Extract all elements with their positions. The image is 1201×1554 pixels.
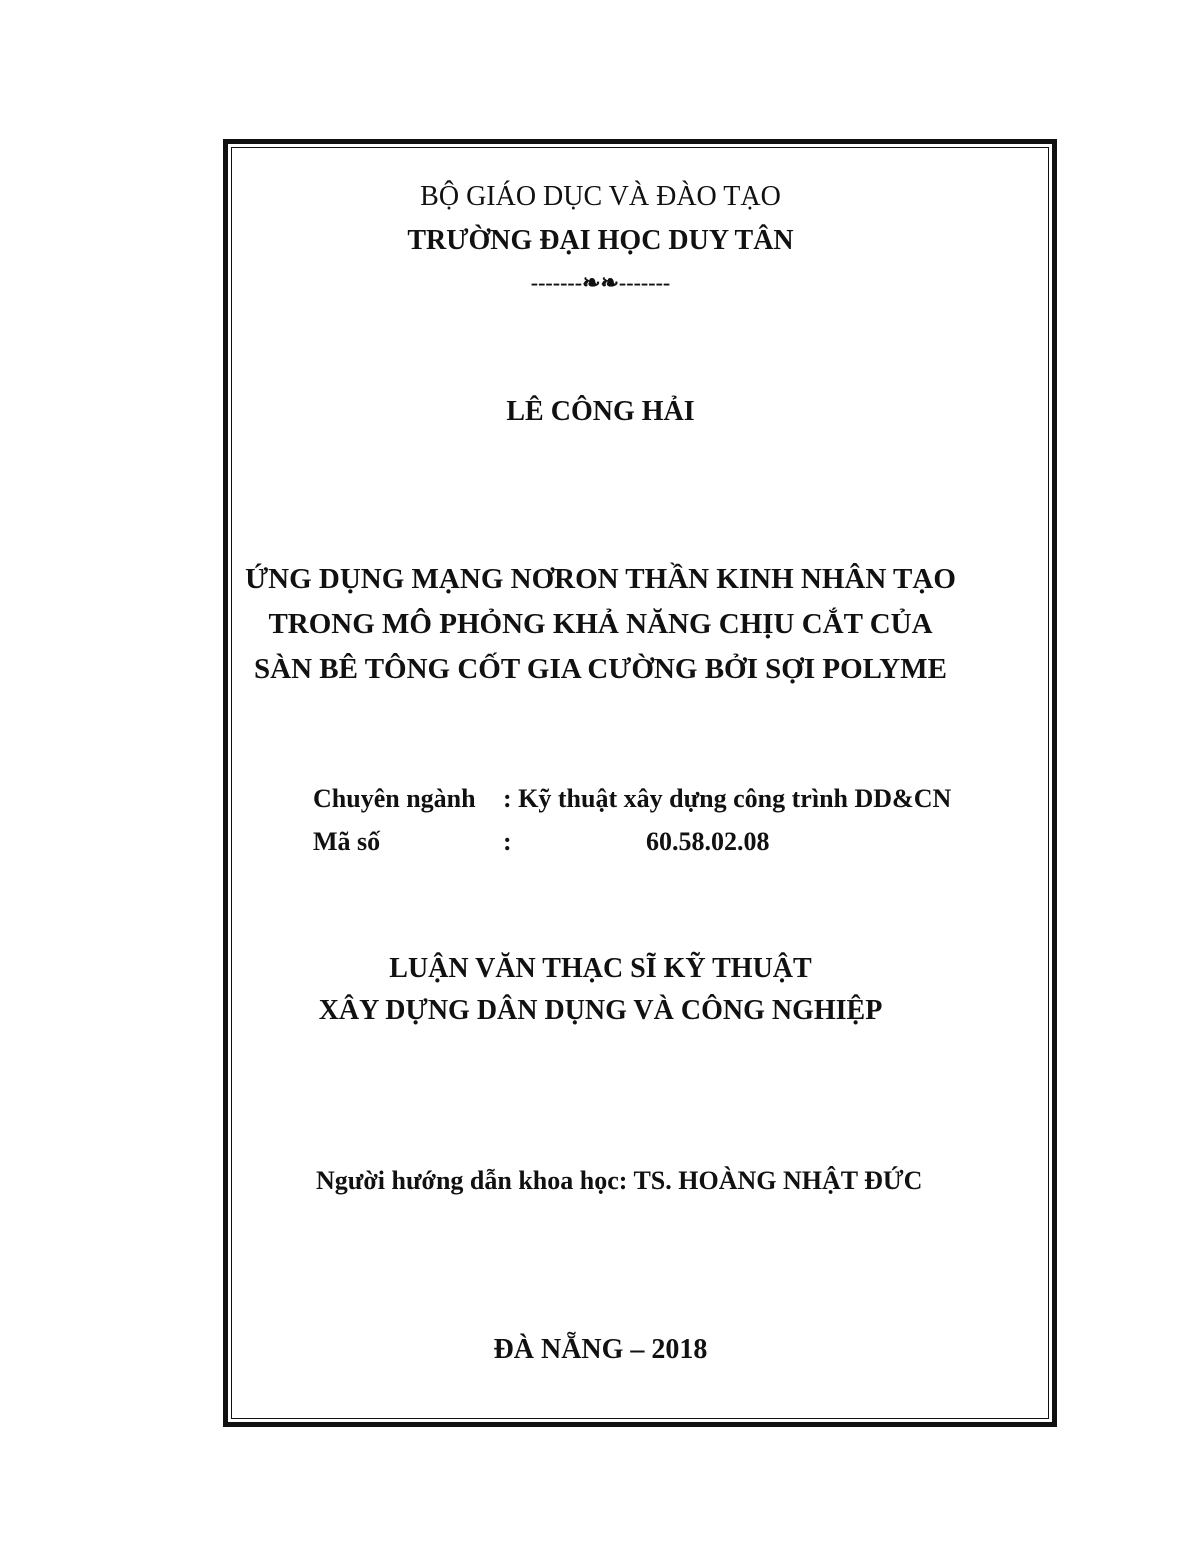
place-and-year: ĐÀ NẴNG – 2018 [493,1334,708,1365]
advisor-line: Người hướng dẫn khoa học: TS. HOÀNG NHẬT ĐỨC [316,1166,923,1195]
ministry-name: BỘ GIÁO DỤC VÀ ĐÀO TẠO [420,181,781,212]
degree-line-2: XÂY DỰNG DÂN DỤNG VÀ CÔNG NGHIỆP [318,995,883,1026]
page-border [223,139,1057,1427]
code-colon: : [503,827,512,856]
specialization-value: : Kỹ thuật xây dựng công trình DD&CN [503,784,952,813]
thesis-title-line-2: TRONG MÔ PHỎNG KHẢ NĂNG CHỊU CẮT CỦA [268,608,933,640]
code-label: Mã số [313,827,381,856]
specialization-label: Chuyên ngành [313,784,476,813]
thesis-title-line-1: ỨNG DỤNG MẠNG NƠRON THẦN KINH NHÂN TẠO [245,563,956,595]
thesis-title-line-3: SÀN BÊ TÔNG CỐT GIA CƯỜNG BỞI SỢI POLYME [254,653,947,685]
ornament-divider: -------❧❧------- [530,270,671,295]
code-value: 60.58.02.08 [646,827,770,856]
university-name: TRƯỜNG ĐẠI HỌC DUY TÂN [407,225,794,256]
degree-line-1: LUẬN VĂN THẠC SĨ KỸ THUẬT [389,953,812,984]
author-name: LÊ CÔNG HẢI [506,396,695,427]
page-border-inner [231,147,1049,1419]
